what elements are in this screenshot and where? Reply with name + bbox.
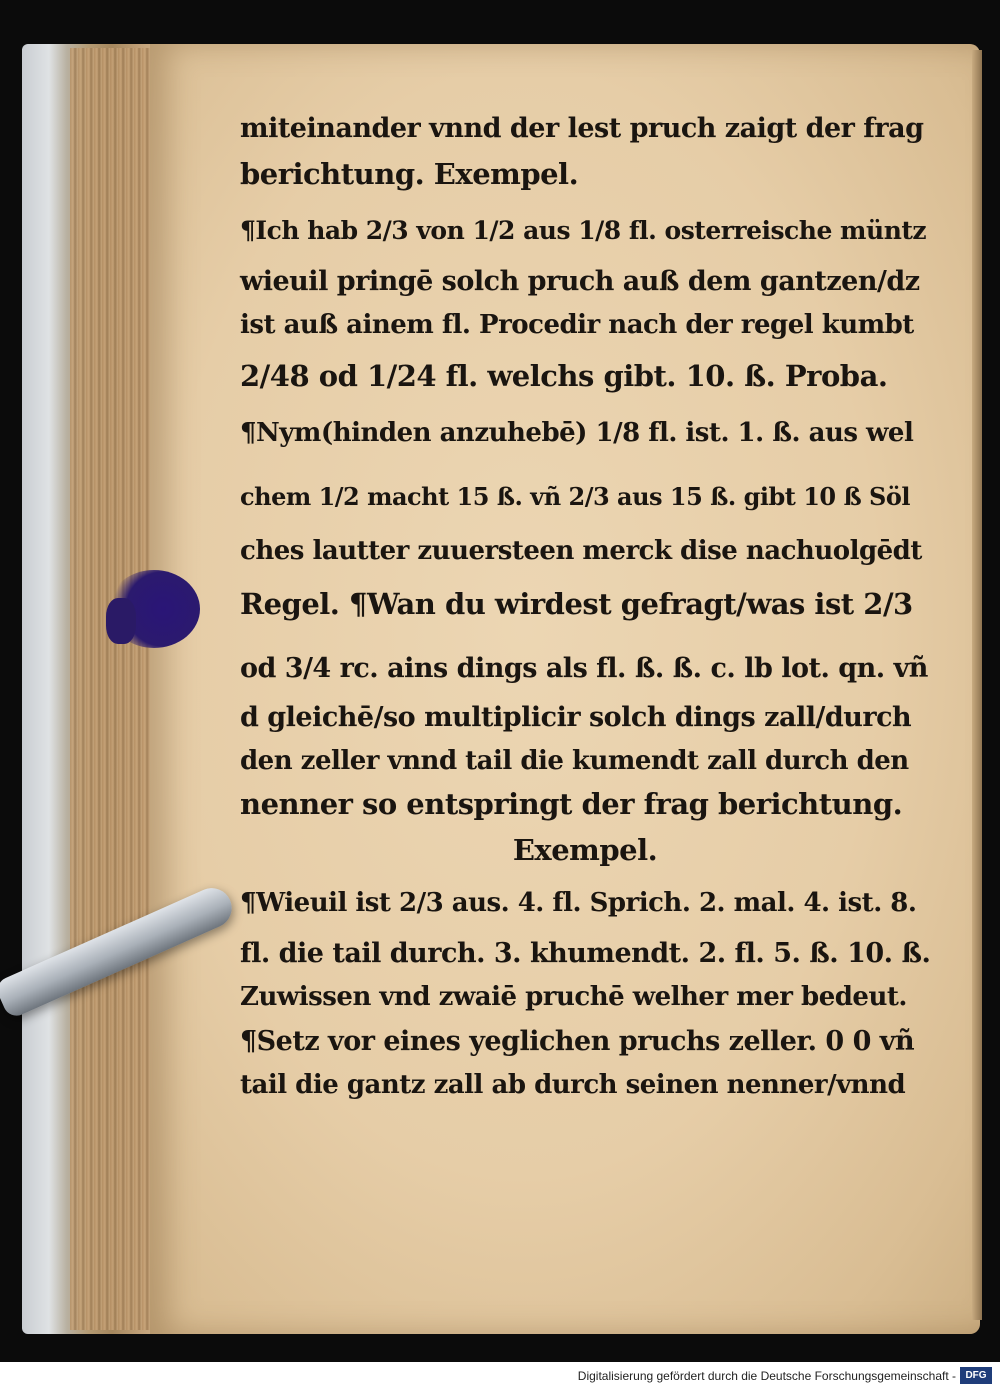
text-line: ¶Setz vor eines yeglichen pruchs zeller. 0 0 vñ — [240, 1026, 915, 1057]
text-line: 2/48 od 1/24 fl. welchs gibt. 10. ß. Proba. — [240, 359, 888, 393]
text-line: miteinander vnnd der lest pruch zaigt der frag — [240, 113, 924, 144]
text-line: nenner so entspringt der frag berichtung. — [240, 787, 903, 821]
text-line: ¶Wieuil ist 2/3 aus. 4. fl. Sprich. 2. mal. 4. ist. 8. — [240, 888, 917, 918]
text-line: tail die gantz zall ab durch seinen nenner/vnnd — [240, 1070, 906, 1100]
footer-bar — [0, 1362, 1000, 1390]
text-line: od 3/4 rc. ains dings als fl. ß. ß. c. lb lot. qn. vñ — [240, 653, 928, 684]
text-line: fl. die tail durch. 3. khumendt. 2. fl. 5. ß. 10. ß. — [240, 938, 931, 969]
text-line: ist auß ainem fl. Procedir nach der regel kumbt — [240, 310, 914, 340]
ink-blot — [106, 598, 136, 644]
dfg-logo: DFG — [960, 1367, 992, 1384]
text-line: Regel. ¶Wan du wirdest gefragt/was ist 2/3 — [240, 587, 913, 621]
text-line: ¶Ich hab 2/3 von 1/2 aus 1/8 fl. osterreische müntz — [240, 216, 927, 245]
text-line: den zeller vnnd tail die kumendt zall durch den — [240, 746, 909, 776]
text-line: wieuil pringē solch pruch auß dem gantzen/dz — [240, 266, 920, 297]
page-right-edge — [972, 50, 982, 1320]
text-line: chem 1/2 macht 15 ß. vñ 2/3 aus 15 ß. gibt 10 ß Söl — [240, 482, 911, 511]
text-line: berichtung. Exempel. — [240, 157, 579, 191]
funding-notice: Digitalisierung gefördert durch die Deutsche Forschungsgemeinschaft - — [577, 1369, 956, 1383]
text-line: d gleichē/so multiplicir solch dings zall/durch — [240, 702, 912, 733]
text-line: Zuwissen vnd zwaiē pruchē welher mer bedeut. — [240, 982, 907, 1012]
text-line: ¶Nym(hinden anzuhebē) 1/8 fl. ist. 1. ß. aus wel — [240, 418, 914, 448]
section-heading: Exempel. — [512, 833, 658, 867]
text-line: ches lautter zuuersteen merck dise nachuolgēdt — [240, 536, 922, 566]
